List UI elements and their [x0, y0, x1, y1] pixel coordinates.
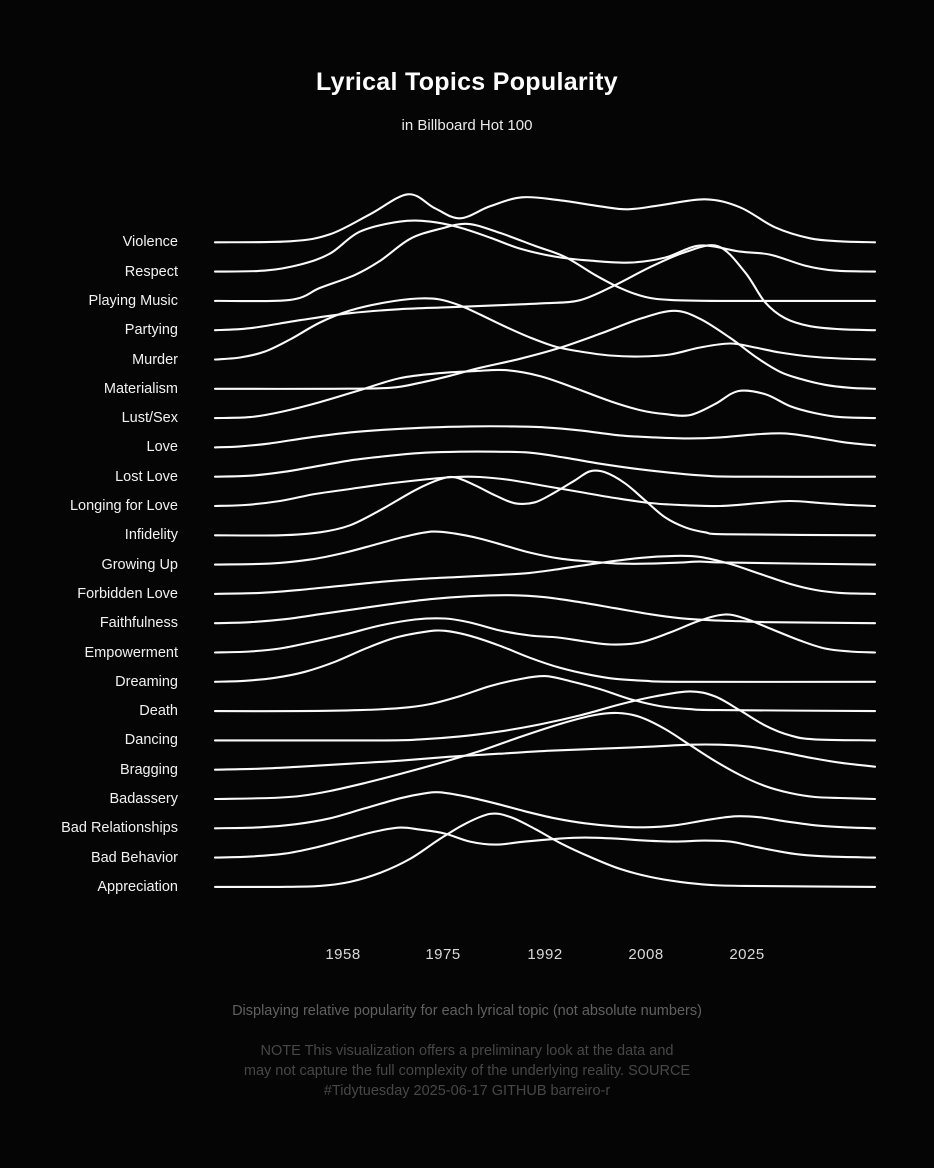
topic-label-forbidden-love: Forbidden Love — [77, 586, 178, 602]
ridge-love — [215, 426, 875, 447]
ridge-playing-music — [215, 224, 875, 301]
topic-label-materialism: Materialism — [103, 381, 178, 397]
chart-title: Lyrical Topics Popularity — [315, 68, 619, 96]
topic-label-dreaming: Dreaming — [115, 674, 178, 690]
note-line-2: may not capture the full complexity of the underlying reality. SOURCE — [243, 1063, 691, 1079]
topic-label-longing-for-love: Longing for Love — [69, 498, 178, 514]
topic-label-death: Death — [139, 703, 178, 719]
ridge-growing-up — [215, 531, 875, 564]
topic-label-appreciation: Appreciation — [97, 879, 178, 895]
ridge-partying — [215, 245, 875, 330]
topic-label-lust-sex: Lust/Sex — [121, 410, 178, 426]
ridge-empowerment — [215, 614, 875, 652]
note-line-1: NOTE This visualization offers a preliminary look at the data and — [260, 1043, 674, 1059]
ridge-dancing — [215, 691, 875, 740]
topic-label-growing-up: Growing Up — [101, 557, 178, 573]
topic-label-bragging: Bragging — [119, 762, 178, 778]
x-tick-2025: 2025 — [729, 946, 765, 963]
topic-label-badassery: Badassery — [109, 791, 178, 807]
topic-label-partying: Partying — [124, 322, 178, 338]
ridge-badassery — [215, 713, 875, 799]
topic-label-bad-behavior: Bad Behavior — [90, 850, 178, 866]
x-tick-1992: 1992 — [527, 946, 563, 963]
ridge-bad-behavior — [215, 828, 875, 858]
ridge-forbidden-love — [215, 556, 875, 594]
topic-label-faithfulness: Faithfulness — [99, 615, 178, 631]
topic-label-lost-love: Lost Love — [115, 469, 178, 485]
ridge-lust-sex — [215, 370, 875, 418]
ridge-dreaming — [215, 630, 875, 681]
ridge-faithfulness — [215, 595, 875, 623]
topic-label-dancing: Dancing — [124, 732, 178, 748]
ridge-infidelity — [215, 471, 875, 536]
ridge-murder — [215, 298, 875, 359]
chart-caption: Displaying relative popularity for each lyrical topic (not absolute numbers) — [232, 1003, 702, 1019]
x-tick-1958: 1958 — [325, 946, 361, 963]
x-tick-2008: 2008 — [628, 946, 664, 963]
topic-label-love: Love — [146, 439, 178, 455]
chart-subtitle: in Billboard Hot 100 — [401, 117, 533, 134]
note-line-3: #Tidytuesday 2025-06-17 GITHUB barreiro-r — [323, 1083, 611, 1099]
topic-label-murder: Murder — [132, 352, 178, 368]
topic-label-empowerment: Empowerment — [84, 645, 178, 661]
ridge-bragging — [215, 744, 875, 769]
topic-label-violence: Violence — [122, 234, 178, 250]
ridge-lost-love — [215, 452, 875, 477]
topic-label-bad-relationships: Bad Relationships — [61, 820, 178, 836]
x-tick-1975: 1975 — [425, 946, 461, 963]
ridge-violence — [215, 194, 875, 242]
ridge-bad-relationships — [215, 792, 875, 828]
topic-label-infidelity: Infidelity — [124, 527, 178, 543]
topic-label-playing-music: Playing Music — [88, 293, 178, 309]
topic-label-respect: Respect — [124, 264, 178, 280]
ridge-longing-for-love — [215, 477, 875, 506]
